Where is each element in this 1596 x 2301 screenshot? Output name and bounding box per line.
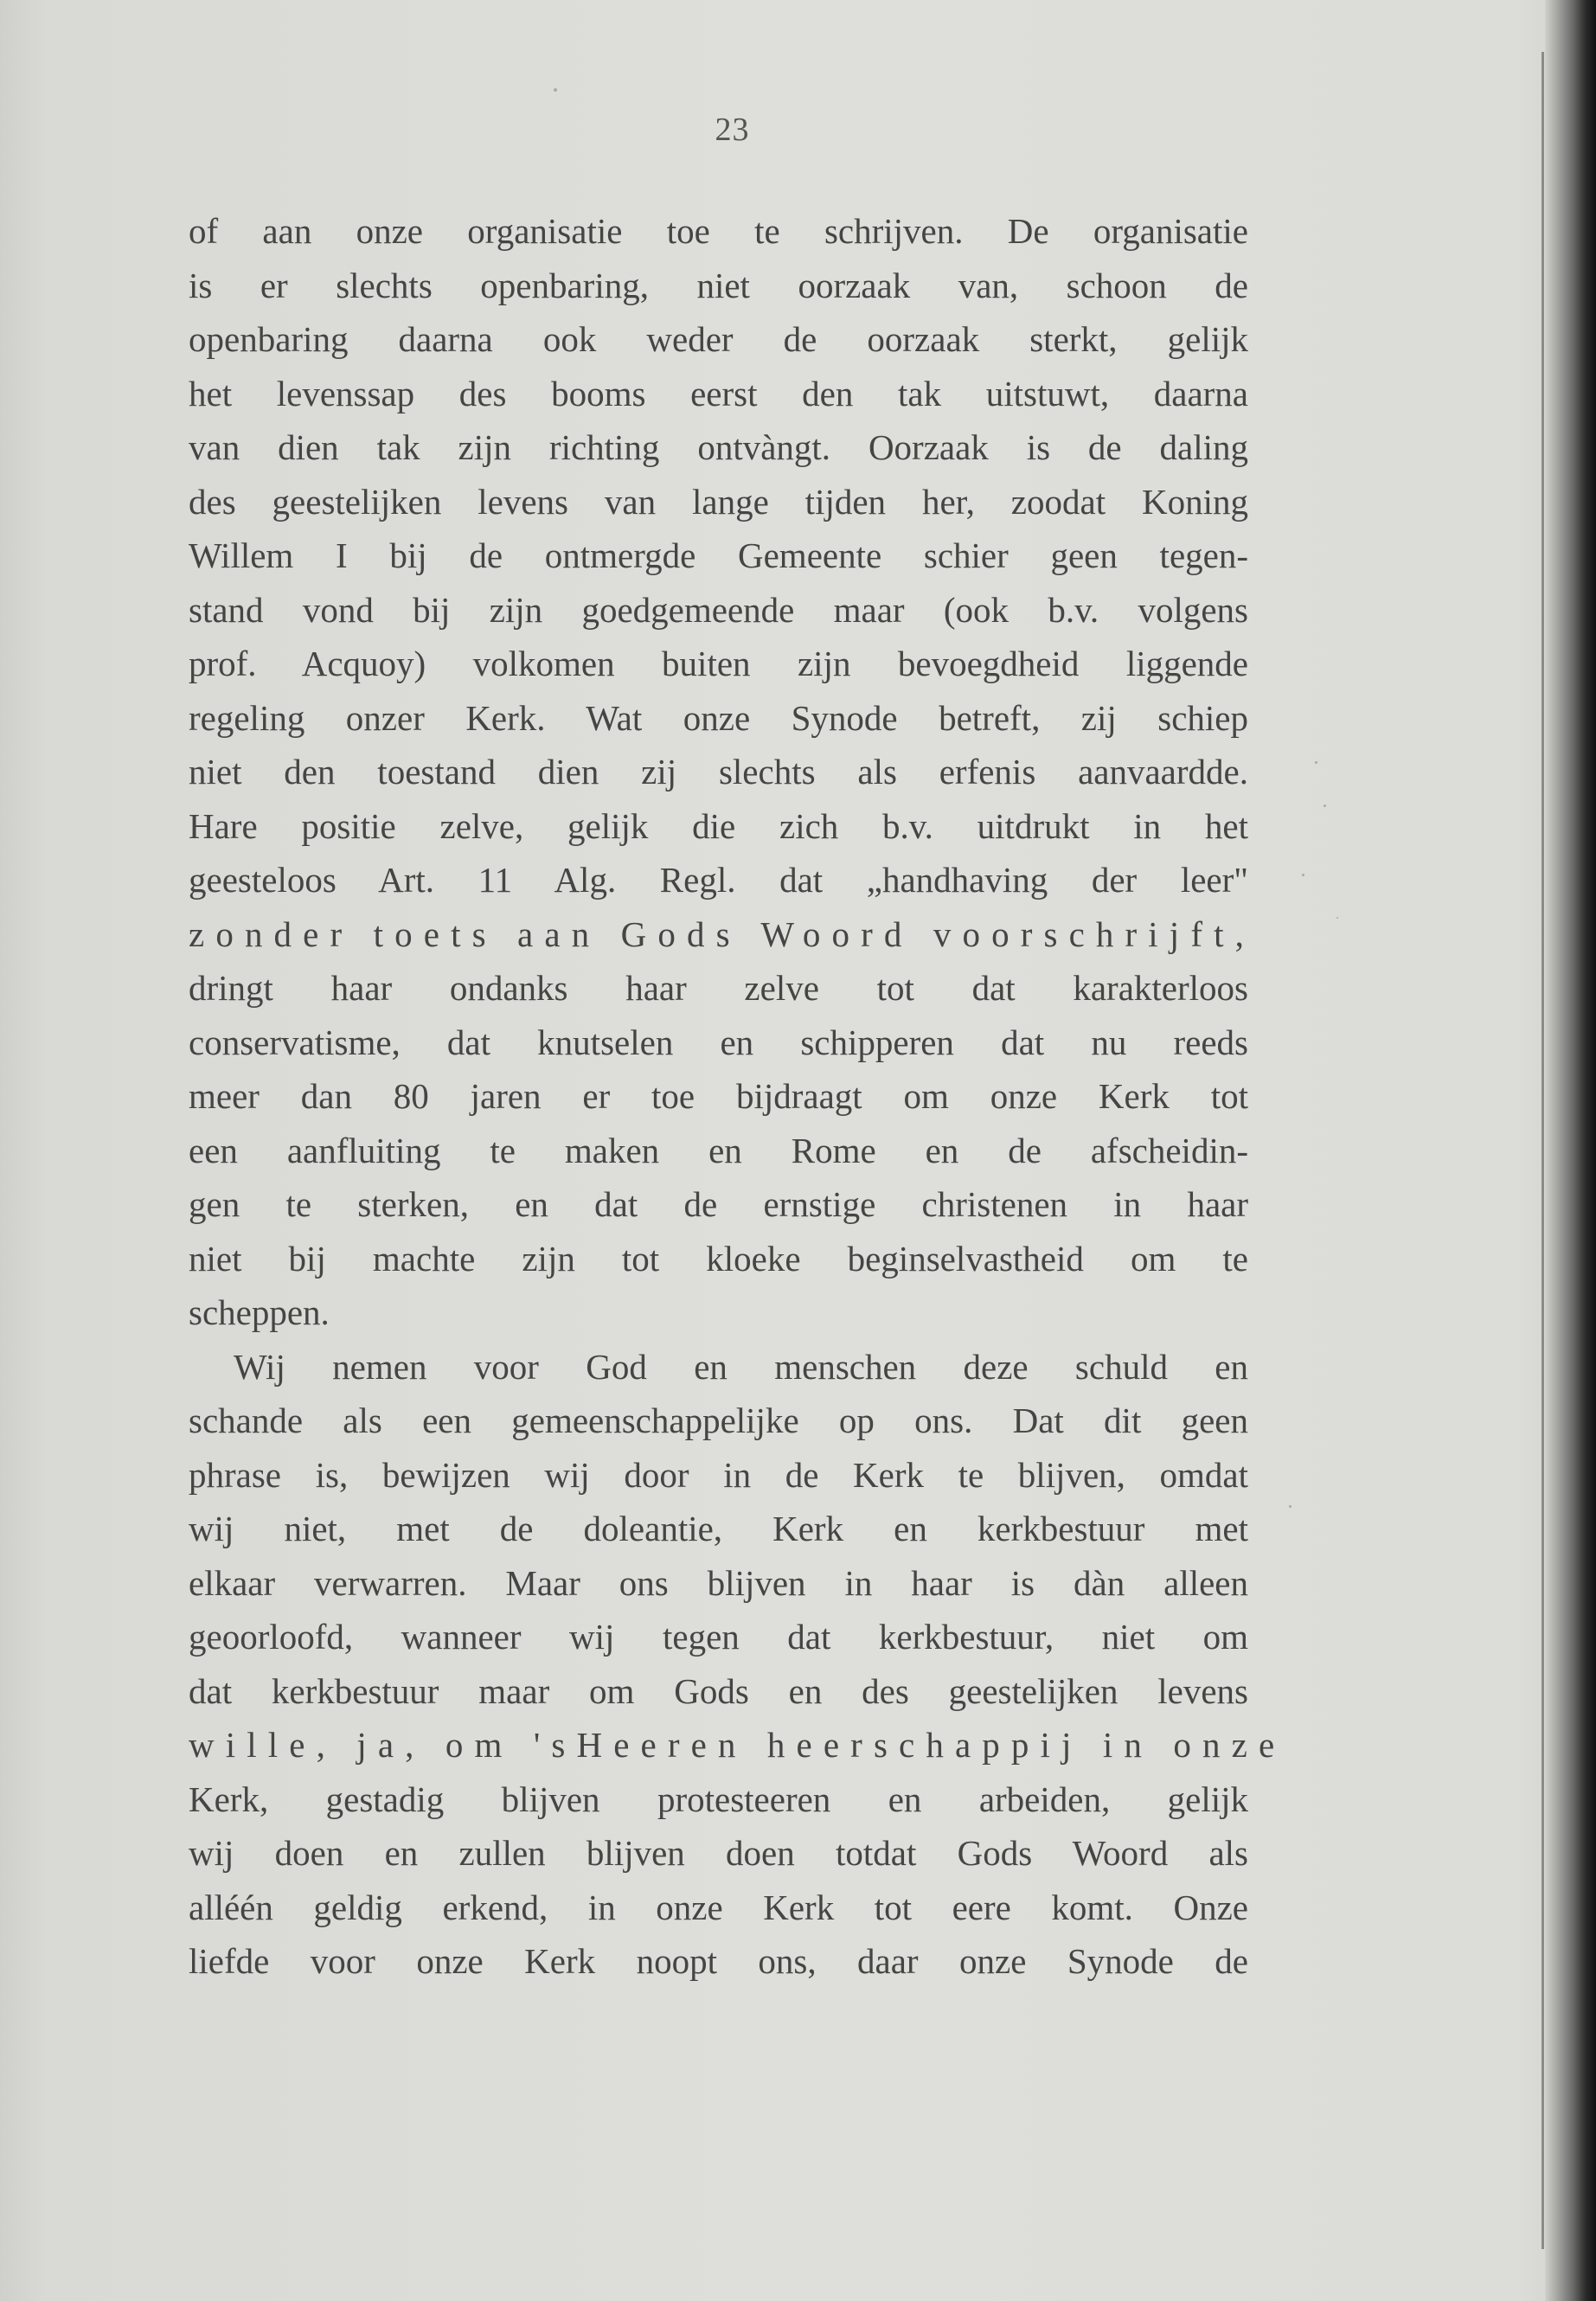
text-line: dat kerkbestuur maar om Gods en des geestelijken levens bbox=[189, 1670, 1248, 1711]
text-line: regeling onzer Kerk. Wat onze Synode betreft, zij schiep bbox=[189, 697, 1248, 738]
text-line: des geestelijken levens van lange tijden her, zoodat Koning bbox=[189, 481, 1248, 522]
page-edge-shadow bbox=[1545, 0, 1596, 2301]
text-line: Kerk, gestadig blijven protesteeren en arbeiden, gelijk bbox=[189, 1779, 1248, 1819]
text-line-spaced-emphasis: zonder toets aan Gods Woord voorschrijft, bbox=[189, 913, 1255, 954]
text-line-paragraph-start: Wij nemen voor God en menschen deze schuld en bbox=[234, 1346, 1248, 1387]
scan-speck bbox=[554, 88, 557, 92]
text-line: prof. Acquoy) volkomen buiten zijn bevoegdheid liggende bbox=[189, 644, 1248, 683]
text-line: het levenssap des booms eerst den tak uitstuwt, daarna bbox=[189, 373, 1248, 413]
text-line: stand vond bij zijn goedgemeende maar (ook b.v. volgens bbox=[189, 589, 1248, 630]
text-line-paragraph-end: scheppen. bbox=[189, 1292, 330, 1332]
text-line: dringt haar ondanks haar zelve tot dat karakterloos bbox=[189, 968, 1248, 1008]
text-line: niet den toestand dien zij slechts als erfenis aanvaardde. bbox=[189, 752, 1248, 792]
text-line: of aan onze organisatie toe te schrijven. De organisatie bbox=[189, 211, 1248, 251]
page-number: 23 bbox=[715, 112, 750, 148]
page-binding-line bbox=[1542, 52, 1544, 2249]
body-text bbox=[189, 204, 1286, 1989]
text-line: liefde voor onze Kerk noopt ons, daar onze Synode de bbox=[189, 1941, 1248, 1981]
scan-speck bbox=[1336, 917, 1338, 919]
text-line: Willem I bij de ontmergde Gemeente schier geen tegen- bbox=[189, 535, 1248, 575]
scan-speck bbox=[1324, 804, 1326, 807]
text-line: phrase is, bewijzen wij door in de Kerk te blijven, omdat bbox=[189, 1454, 1248, 1495]
text-line: schande als een gemeenschappelijke op ons. Dat dit geen bbox=[189, 1400, 1248, 1440]
text-line-spaced-emphasis: wille, ja, om 'sHeeren heerschappij in onze bbox=[189, 1725, 1286, 1765]
text-line: Hare positie zelve, gelijk die zich b.v. uitdrukt in het bbox=[189, 805, 1248, 846]
text-line: conservatisme, dat knutselen en schipperen dat nu reeds bbox=[189, 1022, 1248, 1062]
text-line: wij doen en zullen blijven doen totdat Gods Woord als bbox=[189, 1833, 1248, 1873]
text-line: niet bij machte zijn tot kloeke beginselvastheid om te bbox=[189, 1238, 1248, 1279]
text-line: elkaar verwarren. Maar ons blijven in haar is dàn alleen bbox=[189, 1562, 1248, 1603]
text-line: alléén geldig erkend, in onze Kerk tot eere komt. Onze bbox=[189, 1887, 1248, 1927]
scan-speck bbox=[1302, 874, 1304, 876]
text-line: geoorloofd, wanneer wij tegen dat kerkbestuur, niet om bbox=[189, 1617, 1248, 1657]
text-line: meer dan 80 jaren er toe bijdraagt om onze Kerk tot bbox=[189, 1076, 1248, 1116]
text-line: geesteloos Art. 11 Alg. Regl. dat „handhaving der leer" bbox=[189, 860, 1248, 900]
text-line: een aanfluiting te maken en Rome en de afscheidin- bbox=[189, 1130, 1248, 1170]
text-line: is er slechts openbaring, niet oorzaak van, schoon de bbox=[189, 265, 1248, 305]
text-line: openbaring daarna ook weder de oorzaak sterkt, gelijk bbox=[189, 319, 1248, 359]
scan-speck bbox=[1315, 761, 1317, 764]
text-line: wij niet, met de doleantie, Kerk en kerkbestuur met bbox=[189, 1509, 1248, 1548]
scan-speck bbox=[1289, 1505, 1292, 1508]
text-line: gen te sterken, en dat de ernstige christenen in haar bbox=[189, 1184, 1248, 1224]
text-line: van dien tak zijn richting ontvàngt. Oorzaak is de daling bbox=[189, 427, 1248, 467]
